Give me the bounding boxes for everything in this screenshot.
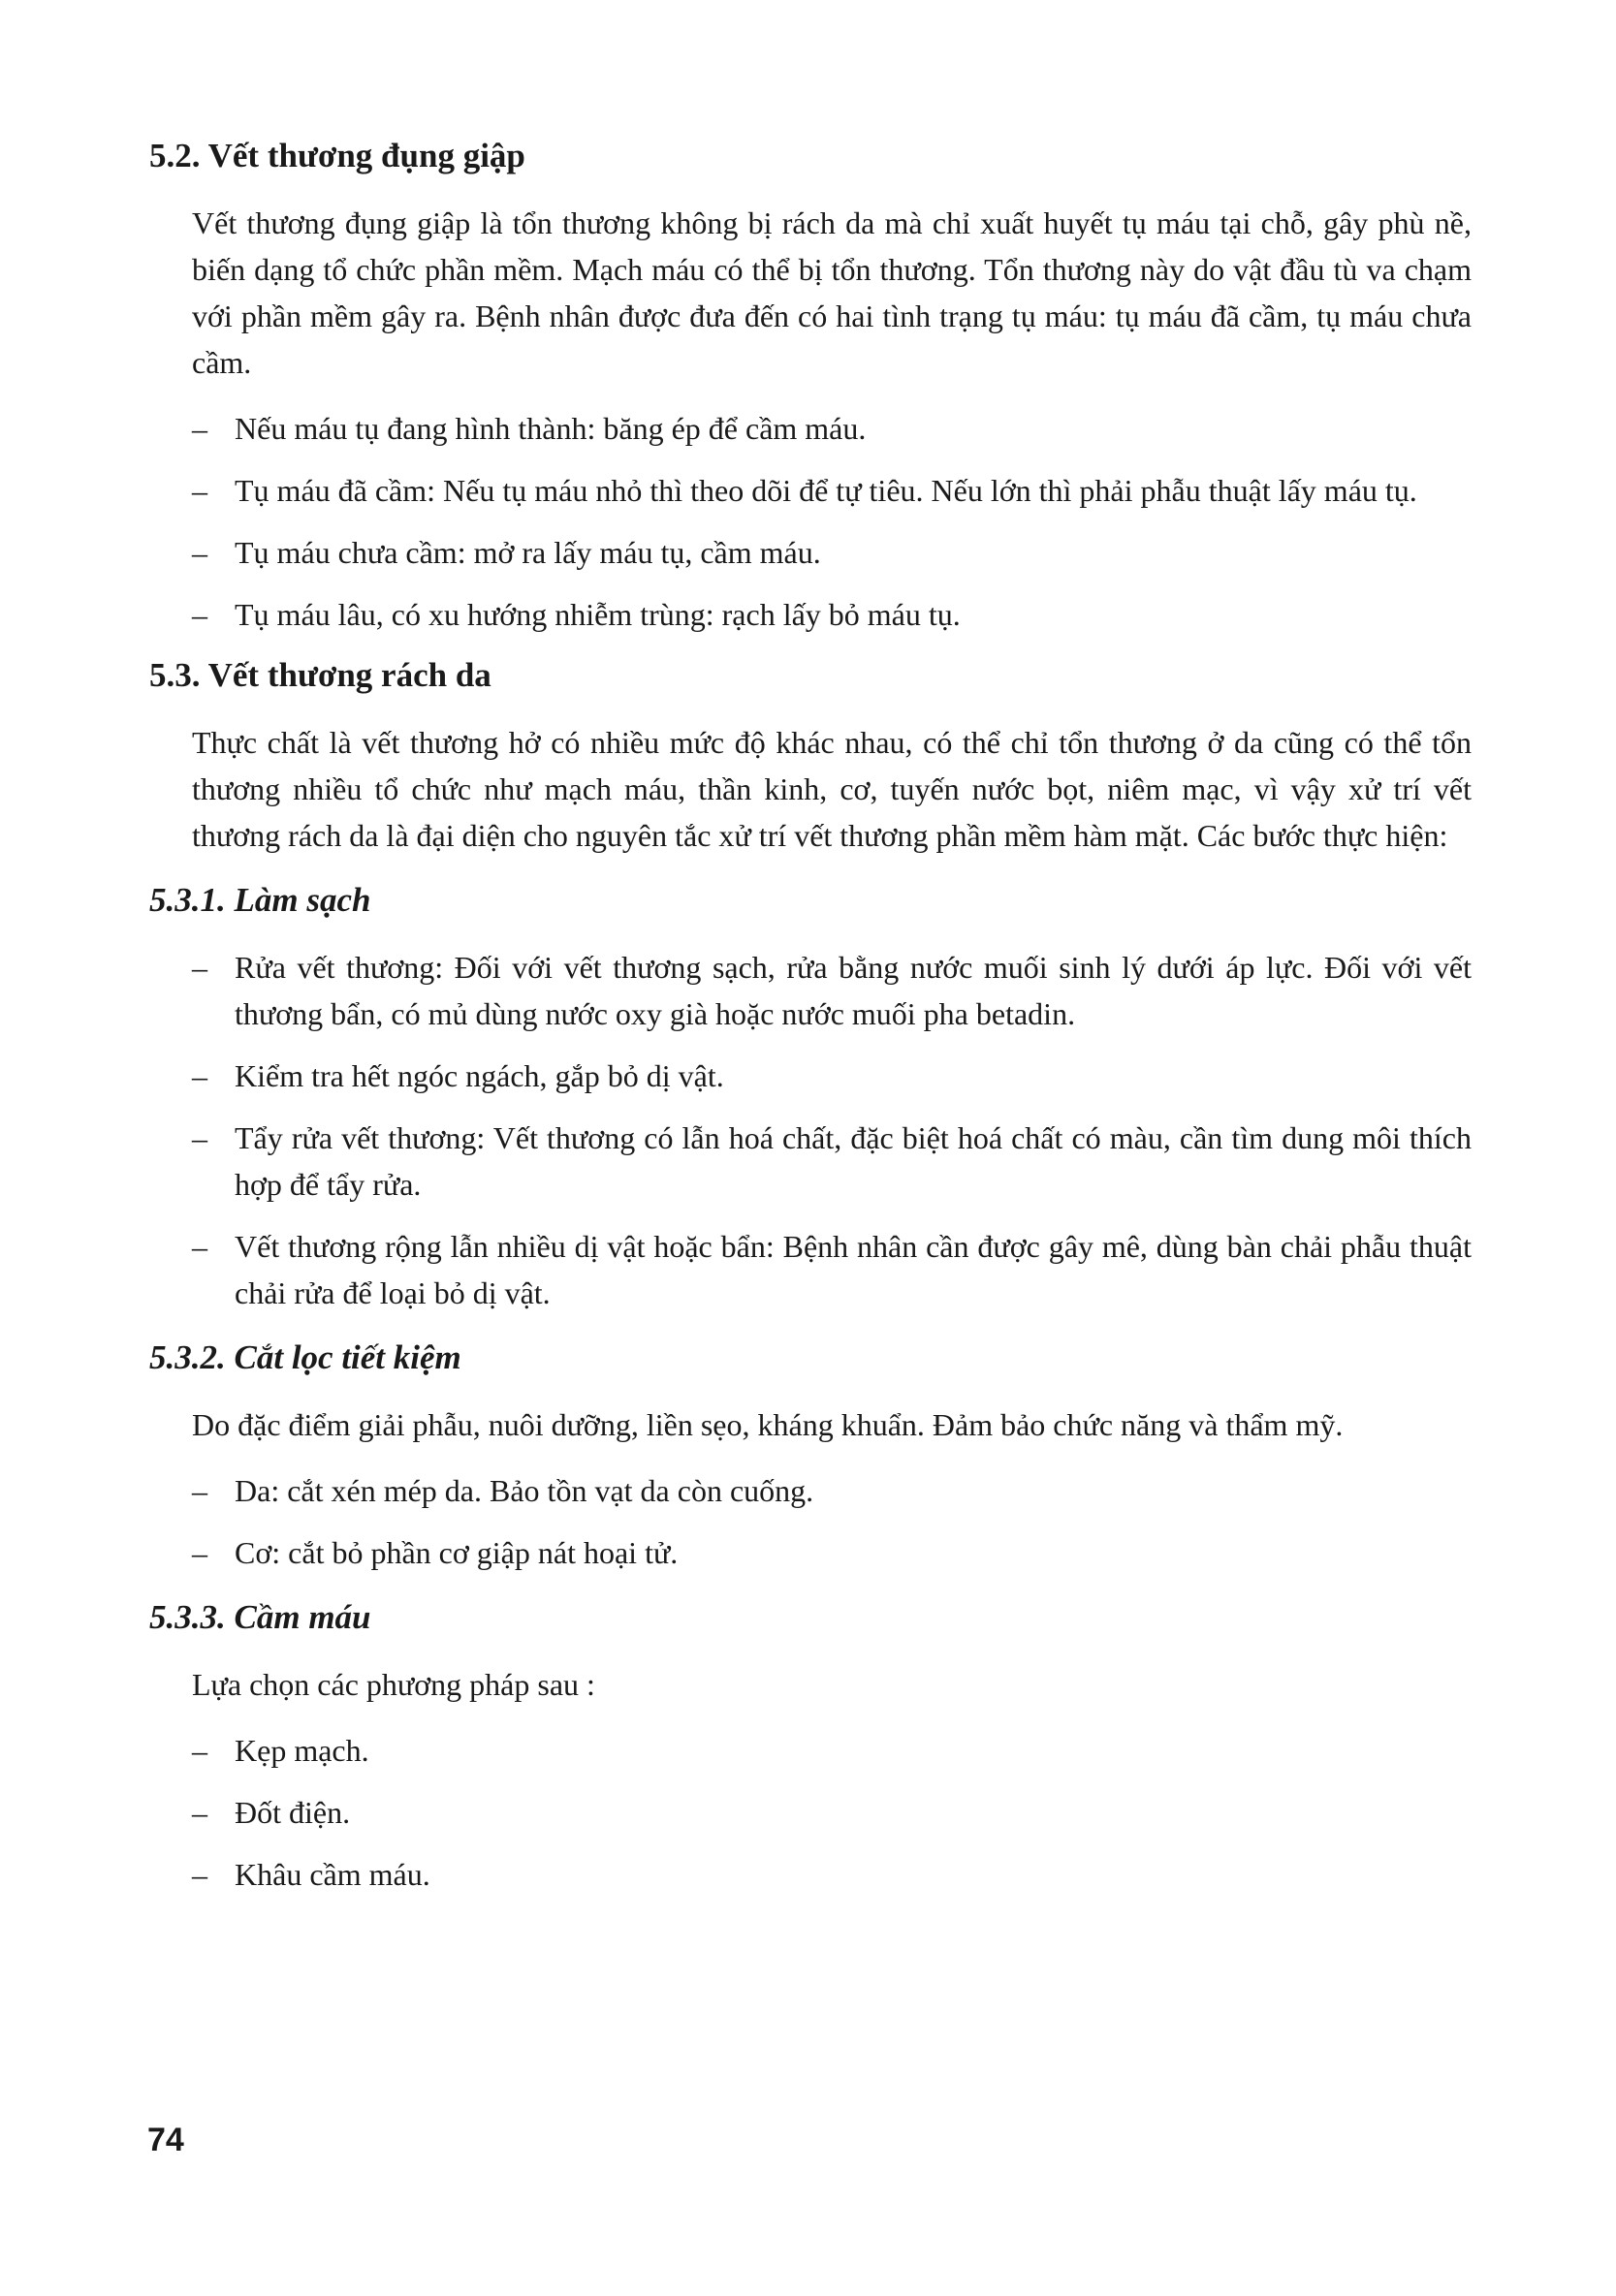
list-dash: – <box>192 1473 207 1508</box>
list-item-text: Đốt điện. <box>235 1795 351 1830</box>
list-dash: – <box>192 1857 207 1892</box>
list-dash: – <box>192 597 207 632</box>
list-item <box>145 467 1472 514</box>
list-item <box>145 1789 1472 1836</box>
list-item-text: Rửa vết thương: Đối với vết thương sạch, rửa bằng nước muối sinh lý dưới áp lực. Đối với vết thương bẩn, có mủ dùng nước oxy già hoặc nước muối pha betadin. <box>235 950 1472 1031</box>
list-item <box>145 1529 1472 1576</box>
list-item-text: Nếu máu tụ đang hình thành: băng ép để cầm máu. <box>235 411 867 446</box>
list-item-text: Khâu cầm máu. <box>235 1857 430 1892</box>
page-content <box>145 134 1472 1913</box>
list-item <box>145 529 1472 576</box>
list-item-text: Kiểm tra hết ngóc ngách, gắp bỏ dị vật. <box>235 1058 724 1093</box>
list-item <box>145 1467 1472 1514</box>
subsection-list-5-3-1 <box>145 944 1472 1316</box>
list-item-text: Tụ máu lâu, có xu hướng nhiễm trùng: rạch lấy bỏ máu tụ. <box>235 597 961 632</box>
section-paragraph-5-3: Thực chất là vết thương hở có nhiều mức độ khác nhau, có thể chỉ tổn thương ở da cũng có thể tổn thương nhiều tổ chức như mạch máu, thần kinh, cơ, tuyến nước bọt, niêm mạc, vì vậy xử trí vết thương rách da là đại diện cho nguyên tắc xử trí vết thương phần mềm hàm mặt. Các bước thực hiện: <box>192 725 1472 853</box>
section-paragraph-5-2: Vết thương đụng giập là tổn thương không bị rách da mà chỉ xuất huyết tụ máu tại chỗ, gây phù nề, biến dạng tổ chức phần mềm. Mạch máu có thể bị tổn thương. Tổn thương này do vật đầu tù va chạm với phần mềm gây ra. Bệnh nhân được đưa đến có hai tình trạng tụ máu: tụ máu đã cầm, tụ máu chưa cầm. <box>192 205 1472 380</box>
list-dash: – <box>192 411 207 446</box>
subsection-paragraph-5-3-2: Do đặc điểm giải phẫu, nuôi dưỡng, liền sẹo, kháng khuẩn. Đảm bảo chức năng và thẩm mỹ. <box>192 1407 1344 1442</box>
list-dash: – <box>192 1733 207 1768</box>
subsection-heading-5-3-1: 5.3.1. Làm sạch <box>149 881 371 919</box>
list-item-text: Da: cắt xén mép da. Bảo tồn vạt da còn cuống. <box>235 1473 814 1508</box>
list-item <box>145 1223 1472 1316</box>
list-dash: – <box>192 950 207 985</box>
list-item <box>145 591 1472 638</box>
subsection-paragraph-5-3-3: Lựa chọn các phương pháp sau : <box>192 1667 595 1702</box>
list-item <box>145 1053 1472 1099</box>
list-item <box>145 1727 1472 1774</box>
subsection-heading-5-3-3: 5.3.3. Cầm máu <box>149 1598 371 1636</box>
list-item-text: Cơ: cắt bỏ phần cơ giập nát hoại tử. <box>235 1535 679 1570</box>
list-dash: – <box>192 1535 207 1570</box>
list-dash: – <box>192 535 207 570</box>
list-item-text: Vết thương rộng lẫn nhiều dị vật hoặc bẩn: Bệnh nhân cần được gây mê, dùng bàn chải phẫu thuật chải rửa để loại bỏ dị vật. <box>235 1229 1472 1310</box>
subsection-list-5-3-3 <box>145 1727 1472 1898</box>
section-heading-5-3: 5.3. Vết thương rách da <box>149 656 491 694</box>
list-item <box>145 1851 1472 1898</box>
list-dash: – <box>192 1120 207 1155</box>
subsection-heading-5-3-2: 5.3.2. Cắt lọc tiết kiệm <box>149 1338 461 1376</box>
list-item <box>145 944 1472 1037</box>
list-item-text: Tụ máu đã cầm: Nếu tụ máu nhỏ thì theo dõi để tự tiêu. Nếu lớn thì phải phẫu thuật lấy máu tụ. <box>235 473 1417 508</box>
subsection-list-5-3-2 <box>145 1467 1472 1576</box>
list-item <box>145 405 1472 452</box>
list-dash: – <box>192 1229 207 1264</box>
section-heading-5-2: 5.2. Vết thương đụng giập <box>149 137 525 174</box>
list-item-text: Tụ máu chưa cầm: mở ra lấy máu tụ, cầm máu. <box>235 535 821 570</box>
list-item-text: Tẩy rửa vết thương: Vết thương có lẫn hoá chất, đặc biệt hoá chất có màu, cần tìm dung môi thích hợp để tẩy rửa. <box>235 1120 1472 1202</box>
list-dash: – <box>192 1795 207 1830</box>
list-item <box>145 1115 1472 1208</box>
list-dash: – <box>192 1058 207 1093</box>
page-number: 74 <box>147 2122 184 2158</box>
list-dash: – <box>192 473 207 508</box>
list-item-text: Kẹp mạch. <box>235 1733 369 1768</box>
section-list-5-2 <box>145 405 1472 638</box>
